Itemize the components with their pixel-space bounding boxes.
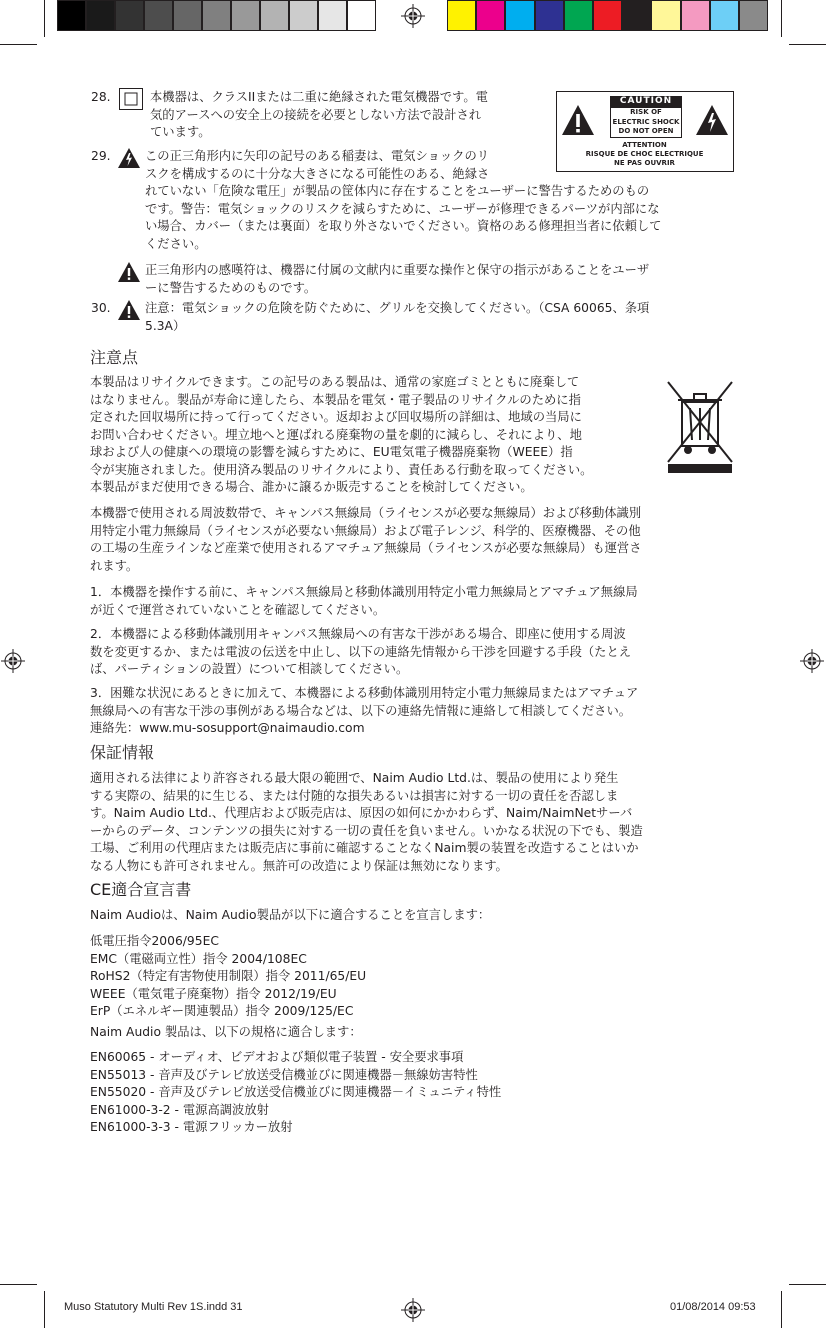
standard-item: EN61000-3-2 - 電源高調波放射 xyxy=(90,1102,269,1117)
item-30-text xyxy=(145,300,649,335)
crop-mark xyxy=(789,44,826,45)
text-line: お問い合わせください。埋立地へと運ばれる廃棄物の量を劇的に減らし、それにより、地 xyxy=(90,427,582,442)
contact-line: 連絡先：www.mu-sosupport@naimaudio.com xyxy=(90,721,365,735)
footer-timestamp: 01/08/2014 09:53 xyxy=(670,1301,756,1313)
directive-item: ErP（エネルギー関連製品）指令 2009/125/EC xyxy=(90,1004,354,1018)
footer-filename: Muso Statutory Multi Rev 1S.indd 31 xyxy=(64,1301,243,1313)
text-line: 用特定小電力無線局（ライセンスが必要ない無線局）および電子レンジ、科学的、医療機器、その他 xyxy=(90,523,641,538)
text-line: 適用される法律により許容される最大限の範囲で、Naim Audio Ltd.は、製品の使用により発生 xyxy=(90,771,619,785)
ce-heading: CE適合宣言書 xyxy=(90,880,192,899)
text-line: 気的アースへの安全上の接続を必要としない方法で設計され xyxy=(150,107,482,122)
ce-standards-intro: Naim Audio 製品は、以下の規格に適合します： xyxy=(90,1025,362,1039)
color-swatch xyxy=(710,0,739,31)
crop-mark xyxy=(0,44,37,45)
text-line: 本機器は、クラスIIまたは二重に絶縁された電気機器です。電 xyxy=(150,90,488,104)
gray-swatch xyxy=(86,0,115,31)
text-line: 球および人の健康への環境の影響を減らすために、EU電気電子機器廃棄物（WEEE）指 xyxy=(90,445,573,459)
crop-mark xyxy=(789,1284,826,1285)
exclamation-triangle-icon xyxy=(117,299,141,321)
directive-item: WEEE（電気電子廃棄物）指令 2012/19/EU xyxy=(90,986,337,1001)
text-line: 本製品はリサイクルできます。この記号のある製品は、通常の家庭ゴミとともに廃棄して xyxy=(90,375,580,389)
text-line: ください。 xyxy=(145,236,207,251)
item-29-subtext xyxy=(145,262,649,297)
text-line: 無線局への有害な干渉の事例がある場合などは、以下の連絡先情報に連絡して相談してください。 xyxy=(90,703,632,718)
text-line: ーからのデータ、コンテンツの損失に対する一切の責任を負いません。いかなる状況の下でも、製造 xyxy=(90,823,643,838)
notice-item-2 xyxy=(90,626,736,679)
crop-mark xyxy=(44,0,45,37)
radio-paragraph xyxy=(90,505,736,575)
text-line: が近くで運営されていないことを確認してください。 xyxy=(90,602,386,617)
item-29-text xyxy=(145,148,661,253)
standard-item: EN61000-3-3 - 電源フリッカー放射 xyxy=(90,1120,293,1134)
color-swatch xyxy=(564,0,593,31)
color-swatch xyxy=(476,0,505,31)
text-line: れます。 xyxy=(90,558,139,573)
exclamation-triangle-icon xyxy=(117,261,141,283)
text-line: 令が実施されました。使用済み製品のリサイクルにより、責任ある行動を取ってください。 xyxy=(90,462,593,477)
gray-swatch xyxy=(202,0,231,31)
color-swatch xyxy=(505,0,534,31)
ce-standards xyxy=(90,1049,736,1137)
color-swatch xyxy=(681,0,710,31)
text-line: 正三角形内の感嘆符は、機器に付属の文献内に重要な操作と保守の指示があることをユーザ xyxy=(145,263,650,277)
standard-item: EN60065 - オーディオ、ビデオおよび類似電子装置 - 安全要求事項 xyxy=(90,1050,464,1064)
caution-header: CAUTION xyxy=(610,96,682,107)
gray-swatch xyxy=(231,0,260,31)
gray-swatch xyxy=(260,0,289,31)
registration-mark-icon xyxy=(800,649,824,673)
text-line: ば、パーティションの設置）について相談してください。 xyxy=(90,662,409,676)
text-line: 2．本機器による移動体識別用キャンパス無線局への有害な干渉がある場合、即座に使用する周波 xyxy=(90,627,626,641)
text-line: ーに警告するためのものです。 xyxy=(145,280,317,295)
item-number: 28. xyxy=(91,90,111,104)
crop-mark xyxy=(0,1284,37,1285)
weee-paragraph xyxy=(90,374,736,497)
text-line: スクを構成するのに十分な大きさになる可能性のある、絶縁さ xyxy=(145,166,490,181)
item-number: 30. xyxy=(91,301,111,315)
text-line: れていない「危険な電圧」が製品の筐体内に存在することをユーザーに警告するためのもの xyxy=(145,184,650,198)
gray-swatch xyxy=(289,0,318,31)
class-ii-icon xyxy=(119,88,143,110)
text-line: 工場、ご利用の代理店または販売店に事前に確認することなくNaim製の装置を改造することはいか xyxy=(90,841,639,855)
text-line: なる人物にも許可されません。無許可の改造により保証は無効になります。 xyxy=(90,858,508,873)
lightning-triangle-icon xyxy=(117,147,141,169)
caution-box xyxy=(610,107,682,138)
text-line: する実際の、結果的に生じる、または付随的な損失あるいは損害に対する一切の責任を否認しま xyxy=(90,788,619,803)
text-line: 3．困難な状況にあるときに加えて、本機器による移動体識別用特定小電力無線局またはアマチュア xyxy=(90,686,639,700)
text-line: ています。 xyxy=(150,125,211,139)
text-line: 注意：電気ショックの危険を防ぐために、グリルを交換してください。（CSA 60065、条項 xyxy=(145,301,650,315)
attention-line: NE PAS OUVRIR xyxy=(614,159,675,167)
standard-item: EN55013 - 音声及びテレビ放送受信機並びに関連機器－無線妨害特性 xyxy=(90,1067,478,1082)
color-swatch xyxy=(739,0,768,31)
color-swatch xyxy=(447,0,476,31)
text-line: 定された回収場所に持って行ってください。返却および回収場所の詳細は、地域の当局に xyxy=(90,410,582,424)
attention-line: RISQUE DE CHOC ELECTRIQUE xyxy=(585,150,704,158)
item-28-text xyxy=(150,89,488,142)
notice-item-3 xyxy=(90,685,736,738)
crop-mark xyxy=(781,1291,782,1328)
caution-line: ELECTRIC SHOCK xyxy=(612,117,680,126)
directive-item: 低電圧指令2006/95EC xyxy=(90,934,219,948)
color-swatch xyxy=(593,0,622,31)
registration-mark-icon xyxy=(401,4,425,28)
directive-item: RoHS2（特定有害物使用制限）指令 2011/65/EU xyxy=(90,969,367,983)
notice-heading: 注意点 xyxy=(90,348,139,367)
directive-item: EMC（電磁両立性）指令 2004/108EC xyxy=(90,951,307,966)
gray-swatch xyxy=(318,0,347,31)
registration-mark-icon xyxy=(1,649,25,673)
text-line: 5.3A） xyxy=(145,318,186,333)
attention-title: ATTENTION xyxy=(622,141,667,149)
item-number: 29. xyxy=(91,149,111,163)
warranty-paragraph xyxy=(90,770,736,875)
caution-line: RISK OF xyxy=(630,108,662,116)
text-line: この正三角形内に矢印の記号のある稲妻は、電気ショックのリ xyxy=(145,149,490,163)
gray-swatch xyxy=(115,0,144,31)
color-swatch xyxy=(535,0,564,31)
text-line: 本機器で使用される周波数帯で、キャンパス無線局（ライセンスが必要な無線局）および移動体識別 xyxy=(90,506,642,520)
text-line: の工場の生産ラインなど産業で使用されるアマチュア無線局（ライセンスが必要な無線局）も運営さ xyxy=(90,541,642,555)
gray-swatch xyxy=(144,0,173,31)
text-line: はなりません。製品が寿命に達したら、本製品を電気・電子製品のリサイクルのために指 xyxy=(90,392,581,407)
caution-line: DO NOT OPEN xyxy=(618,127,674,135)
text-line: 数を変更するか、または電波の伝送を中止し、以下の連絡先情報から干渉を回避する手段（たとえ xyxy=(90,644,632,659)
text-line: です。警告：電気ショックのリスクを減らすために、ユーザーが修理できるパーツが内部にな xyxy=(145,201,660,216)
text-line: い場合、カバー（または裏面）を取り外さないでください。資格のある修理担当者に依頼して xyxy=(145,219,662,233)
notice-item-1 xyxy=(90,584,736,619)
registration-mark-icon xyxy=(401,1298,425,1322)
text-line: 1．本機器を操作する前に、キャンパス無線局と移動体識別用特定小電力無線局とアマチュア無線局 xyxy=(90,585,638,599)
warranty-heading: 保証情報 xyxy=(90,743,155,762)
text-line: 本製品がまだ使用できる場合、誰かに譲るか販売することを検討してください。 xyxy=(90,480,533,494)
lightning-warning-icon xyxy=(695,104,729,136)
warning-exclamation-icon xyxy=(561,104,595,136)
crop-mark xyxy=(44,1291,45,1328)
weee-bin-icon xyxy=(666,378,734,474)
text-line: す。Naim Audio Ltd.、代理店および販売店は、原因の如何にかかわらず、Naim/NaimNetサーバ xyxy=(90,806,633,820)
ce-intro: Naim Audioは、Naim Audio製品が以下に適合することを宣言します： xyxy=(90,908,491,922)
gray-swatch xyxy=(347,0,376,31)
ce-directives xyxy=(90,933,736,1021)
gray-swatch xyxy=(57,0,86,31)
gray-swatch xyxy=(173,0,202,31)
crop-mark xyxy=(781,0,782,37)
color-swatch xyxy=(651,0,680,31)
color-swatch xyxy=(622,0,651,31)
standard-item: EN55020 - 音声及びテレビ放送受信機並びに関連機器－イミュニティ特性 xyxy=(90,1085,502,1099)
